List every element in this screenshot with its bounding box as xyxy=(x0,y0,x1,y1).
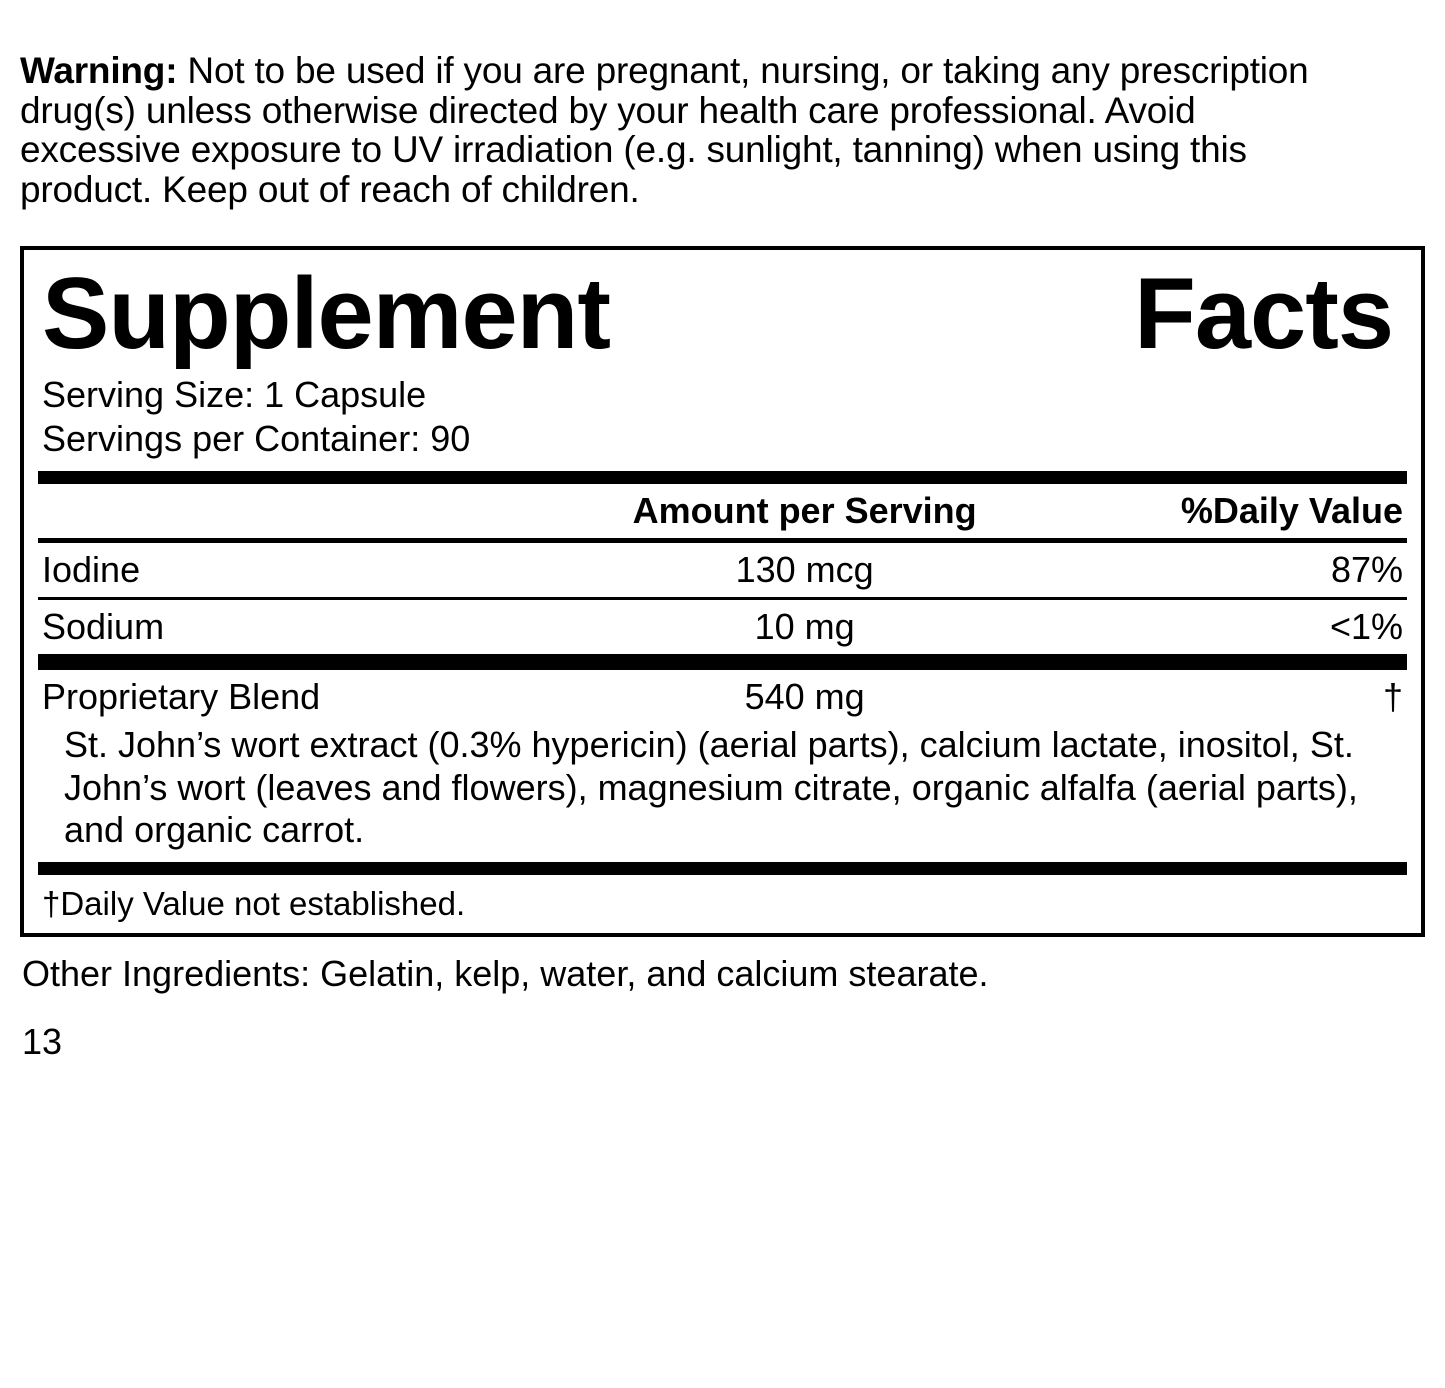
facts-table-header-row xyxy=(38,484,1407,538)
divider-above-blend xyxy=(38,657,1407,670)
nutrient-amount: 10 mg xyxy=(531,599,1079,656)
nutrient-daily-value: 87% xyxy=(1078,543,1407,599)
header-amount-per-serving: Amount per Serving xyxy=(632,490,977,532)
blend-table xyxy=(38,670,1407,724)
blend-daily-value: † xyxy=(1382,676,1403,718)
page-number: 13 xyxy=(22,1020,63,1062)
supplement-facts-title xyxy=(38,250,1407,373)
header-daily-value: %Daily Value xyxy=(1180,490,1403,532)
header-blank xyxy=(38,484,531,538)
title-word-supplement: Supplement xyxy=(42,258,610,371)
title-word-facts: Facts xyxy=(1134,258,1393,371)
divider-below-blend xyxy=(38,862,1407,875)
serving-size: Serving Size: 1 Capsule xyxy=(42,374,427,416)
divider-thick-top xyxy=(38,471,1407,484)
facts-table xyxy=(38,484,1407,538)
nutrient-table xyxy=(38,543,1407,657)
daily-value-note: †Daily Value not established. xyxy=(42,884,466,922)
blend-name: Proprietary Blend xyxy=(42,676,321,718)
blend-amount: 540 mg xyxy=(744,676,865,718)
table-row xyxy=(38,543,1407,599)
nutrient-daily-value: <1% xyxy=(1078,599,1407,656)
nutrient-name: Sodium xyxy=(38,599,531,656)
nutrient-amount: 130 mcg xyxy=(531,543,1079,599)
supplement-label-page xyxy=(0,37,1445,1388)
blend-description: St. John’s wort extract (0.3% hypericin) (aerial parts), calcium lactate, inositol, St. John’s wort (leaves and flowers), magnesium citrate, organic alfalfa (aerial parts), and organic carrot. xyxy=(64,724,1358,851)
supplement-facts-panel xyxy=(20,246,1425,936)
servings-per-container: Servings per Container: 90 xyxy=(42,418,471,460)
table-row xyxy=(38,599,1407,656)
nutrient-name: Iodine xyxy=(38,543,531,599)
warning-paragraph xyxy=(20,37,1425,209)
warning-label: Warning: xyxy=(20,50,178,91)
table-row xyxy=(38,670,1407,724)
other-ingredients: Other Ingredients: Gelatin, kelp, water, and calcium stearate. xyxy=(22,952,989,994)
warning-text: Not to be used if you are pregnant, nursing, or taking any prescription drug(s) unless otherwise directed by your health care professional. Avoid excessive exposure to UV irradiation (e.g. sunlight, tanning) when using this product. Keep out of reach of children. xyxy=(20,50,1309,210)
